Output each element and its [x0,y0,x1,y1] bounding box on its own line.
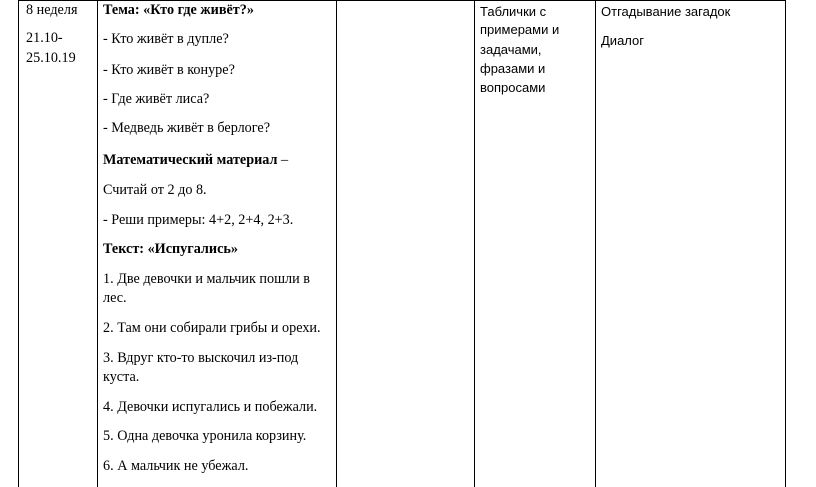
dates-end: 25.10.19 [26,50,76,66]
text-heading: Текст: «Испугались» [103,241,238,257]
question-4: - Медведь живёт в берлоге? [103,120,271,136]
column-divider-2 [336,0,337,487]
sentence-5: 5. Одна девочка уронила корзину. [103,428,307,444]
examples-task: - Реши примеры: 4+2, 2+4, 2+3. [103,212,294,228]
column-divider-4 [595,0,596,487]
materials-line-2: примерами и [480,22,560,37]
sentence-1-line-1: 1. Две девочки и мальчик пошли в [103,271,310,287]
week-label: 8 неделя [26,2,78,18]
sentence-2: 2. Там они собирали грибы и орехи. [103,320,321,336]
question-3: - Где живёт лиса? [103,91,210,107]
math-material-label: Математический материал [103,152,278,168]
question-1: - Кто живёт в дупле? [103,31,229,47]
dates-start: 21.10- [26,30,63,46]
materials-line-5: вопросами [480,80,546,95]
activity-dialog: Диалог [601,33,644,48]
column-divider-3 [474,0,475,487]
count-task: Считай от 2 до 8. [103,182,207,198]
activity-riddles: Отгадывание загадок [601,4,731,19]
math-material-line [103,152,288,168]
sentence-4: 4. Девочки испугались и побежали. [103,399,318,415]
sentence-1-line-2: лес. [103,290,127,306]
column-divider-1 [97,0,98,487]
materials-line-4: фразами и [480,61,546,76]
table-border-left [18,0,19,487]
question-2: - Кто живёт в конуре? [103,62,235,78]
materials-line-1: Таблички с [480,4,547,19]
sentence-3-line-1: 3. Вдруг кто-то выскочил из-под [103,350,299,366]
math-material-dash: – [277,152,289,168]
table-border-right [785,0,786,487]
sentence-6: 6. А мальчик не убежал. [103,458,249,474]
materials-line-3: задачами, [480,42,542,57]
theme-heading: Тема: «Кто где живёт?» [103,2,254,18]
sentence-3-line-2: куста. [103,369,140,385]
table-top-border [18,0,786,1]
